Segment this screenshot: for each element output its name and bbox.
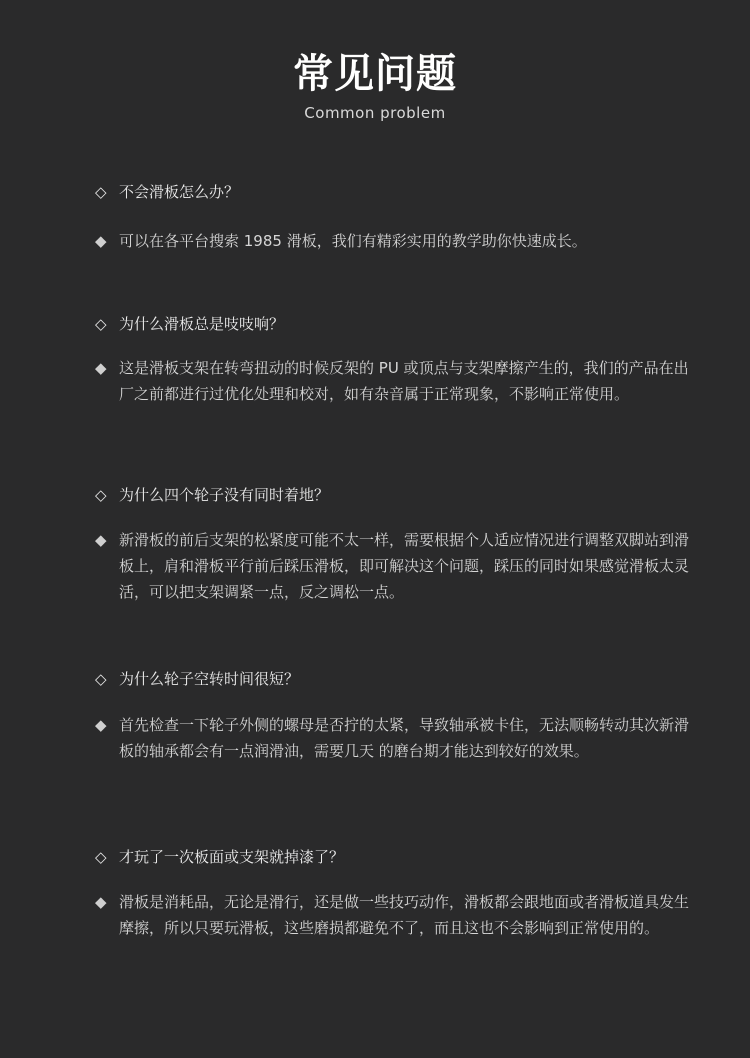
question-text: 为什么滑板总是吱吱响？ (119, 315, 285, 333)
answer-text: 滑板是消耗品，无论是滑行，还是做一些技巧动作，滑板都会跟地面或者滑板道具发生摩擦，所以只要玩滑板，这些磨损都避免不了，而且这也不会影响到正常使用的。 (119, 893, 690, 937)
faq-question-4 (95, 667, 695, 691)
outline-diamond-icon: ◇ (95, 848, 107, 866)
question-text: 为什么轮子空转时间很短？ (119, 670, 300, 688)
solid-diamond-icon: ◆ (95, 232, 107, 250)
outline-diamond-icon: ◇ (95, 670, 107, 688)
answer-text: 这是滑板支架在转弯扭动的时候反架的 PU 或顶点与支架摩擦产生的，我们的产品在出厂之前都进行过优化处理和校对，如有杂音属于正常现象，不影响正常使用。 (119, 359, 689, 403)
solid-diamond-icon: ◆ (95, 893, 107, 911)
outline-diamond-icon: ◇ (95, 315, 107, 333)
solid-diamond-icon: ◆ (95, 359, 107, 377)
page-subtitle: Common problem (304, 104, 446, 122)
faq-answer-1 (95, 228, 695, 254)
answer-text: 新滑板的前后支架的松紧度可能不太一样，需要根据个人适应情况进行调整双脚站到滑板上，肩和滑板平行前后踩压滑板，即可解决这个问题，踩压的同时如果感觉滑板太灵活，可以把支架调紧一点，反之调松一点。 (119, 531, 690, 601)
faq-question-3 (95, 483, 695, 507)
faq-answer-2 (95, 355, 695, 407)
faq-question-1 (95, 180, 695, 204)
outline-diamond-icon: ◇ (95, 183, 107, 201)
solid-diamond-icon: ◆ (95, 531, 107, 549)
faq-answer-3 (95, 527, 695, 605)
question-text: 为什么四个轮子没有同时着地？ (119, 486, 330, 504)
faq-answer-5 (95, 889, 695, 941)
question-text: 才玩了一次板面或支架就掉漆了？ (119, 848, 345, 866)
outline-diamond-icon: ◇ (95, 486, 107, 504)
faq-question-5 (95, 845, 695, 869)
faq-question-2 (95, 312, 695, 336)
solid-diamond-icon: ◆ (95, 716, 107, 734)
answer-text: 首先检查一下轮子外侧的螺母是否拧的太紧，导致轴承被卡住，无法顺畅转动其次新滑板的轴承都会有一点润滑油，需要几天 的磨台期才能达到较好的效果。 (119, 716, 690, 760)
page-title: 常见问题 (293, 51, 457, 97)
question-text: 不会滑板怎么办？ (119, 183, 240, 201)
answer-text: 可以在各平台搜索 1985 滑板，我们有精彩实用的教学助你快速成长。 (119, 232, 587, 250)
page-header (0, 48, 750, 122)
faq-answer-4 (95, 712, 695, 764)
